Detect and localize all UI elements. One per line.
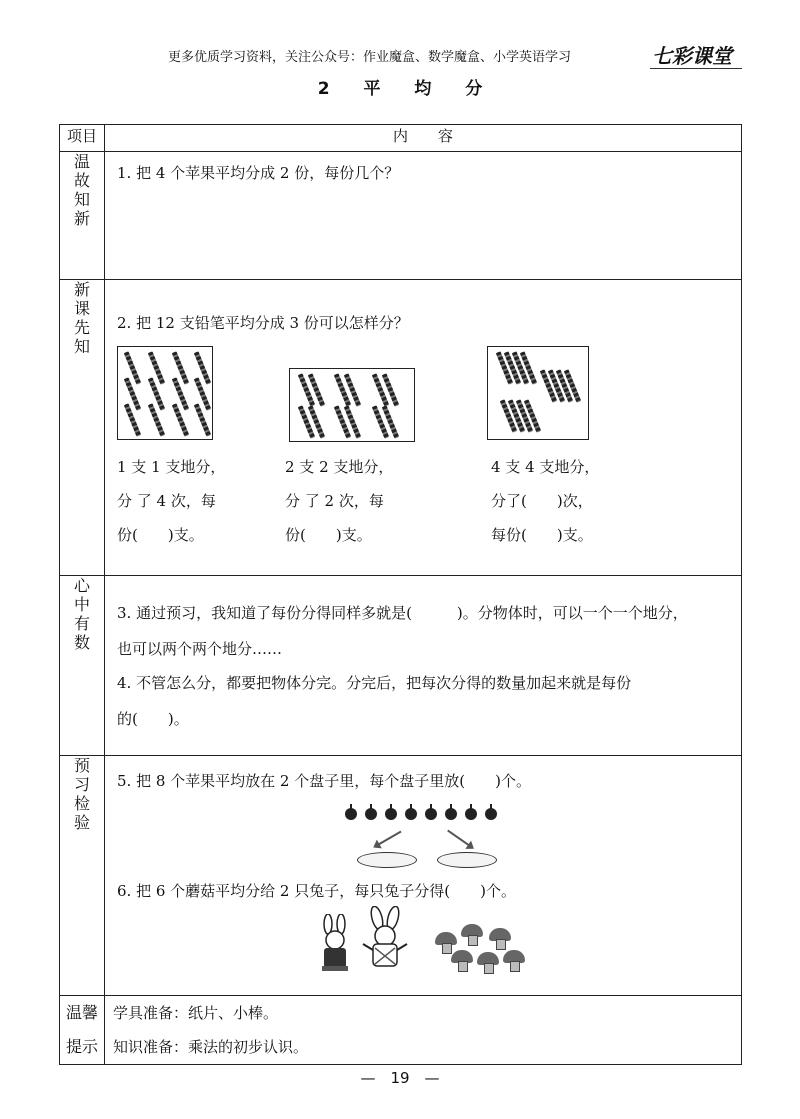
question-4-line2: 的( )。 <box>117 710 189 728</box>
apple-icon <box>345 808 357 820</box>
arrow-icon <box>447 830 473 849</box>
question-3-line1: 3. 通过预习，我知道了每份分得同样多就是( )。分物体时，可以一个一个地分， <box>117 604 688 622</box>
label-tips <box>60 996 105 1065</box>
header-project: 项目 <box>60 125 105 152</box>
group-2-line3: 份( )支。 <box>285 526 372 544</box>
group-1-line1: 1 支 1 支地分， <box>117 458 226 476</box>
group-1-line2: 分 了 4 次，每 <box>117 492 216 510</box>
question-3-line2: 也可以两个两个地分…… <box>117 640 283 658</box>
brand-underline <box>650 68 742 69</box>
tip-2: 知识准备：乘法的初步认识。 <box>113 1038 309 1056</box>
question-1: 1. 把 4 个苹果平均分成 2 份，每份几个？ <box>117 164 400 182</box>
label-preview: 新课先知 <box>60 280 105 576</box>
content-check <box>105 756 742 996</box>
label-check: 预习检验 <box>60 756 105 996</box>
brand-logo: 七彩课堂 <box>652 44 732 68</box>
apple-icon <box>465 808 477 820</box>
group-2-line1: 2 支 2 支地分， <box>285 458 394 476</box>
plate-icon <box>357 852 417 868</box>
question-5: 5. 把 8 个苹果平均放在 2 个盘子里，每个盘子里放( )个。 <box>117 772 531 790</box>
group-3-line3: 每份( )支。 <box>491 526 593 544</box>
label-tips-line1: 温馨 <box>65 1003 98 1022</box>
label-tips-line2: 提示 <box>65 1037 98 1056</box>
rabbit-icon <box>317 914 353 972</box>
content-preview <box>105 280 742 576</box>
apple-icon <box>385 808 397 820</box>
content-review <box>105 152 742 280</box>
row-mind <box>60 576 742 756</box>
row-tips <box>60 996 742 1065</box>
question-4-line1: 4. 不管怎么分，都要把物体分完。分完后，把每次分得的数量加起来就是每份 <box>117 674 632 692</box>
question-6: 6. 把 6 个蘑菇平均分给 2 只兔子，每只兔子分得( )个。 <box>117 882 516 900</box>
row-review <box>60 152 742 280</box>
group-1-line3: 份( )支。 <box>117 526 204 544</box>
rabbit-icon <box>361 906 409 972</box>
page-number: — 19 — <box>360 1069 440 1087</box>
group-3-line1: 4 支 4 支地分， <box>491 458 600 476</box>
row-check <box>60 756 742 996</box>
arrow-icon <box>375 831 402 848</box>
tip-1: 学具准备：纸片、小棒。 <box>113 1004 279 1022</box>
row-preview <box>60 280 742 576</box>
pencil-box-1 <box>117 346 213 440</box>
pencil-box-2 <box>289 368 415 442</box>
label-review: 温故知新 <box>60 152 105 280</box>
content-mind <box>105 576 742 756</box>
group-3-line2: 分了( )次， <box>491 492 593 510</box>
apple-icon <box>365 808 377 820</box>
promo-text: 更多优质学习资料，关注公众号：作业魔盒、数学魔盒、小学英语学习 <box>168 50 572 65</box>
header-content: 内 容 <box>105 125 742 152</box>
lesson-table <box>59 124 742 1065</box>
apple-icon <box>485 808 497 820</box>
apple-icon <box>425 808 437 820</box>
group-2-line2: 分 了 2 次，每 <box>285 492 384 510</box>
content-tips <box>105 996 742 1065</box>
table-header-row <box>60 125 742 152</box>
apple-icon <box>405 808 417 820</box>
apple-icon <box>445 808 457 820</box>
pencil-box-3 <box>487 346 589 440</box>
label-mind: 心中有数 <box>60 576 105 756</box>
plate-icon <box>437 852 497 868</box>
question-2: 2. 把 12 支铅笔平均分成 3 份可以怎样分？ <box>117 314 409 332</box>
page-title: 2 平 均 分 <box>317 79 497 99</box>
